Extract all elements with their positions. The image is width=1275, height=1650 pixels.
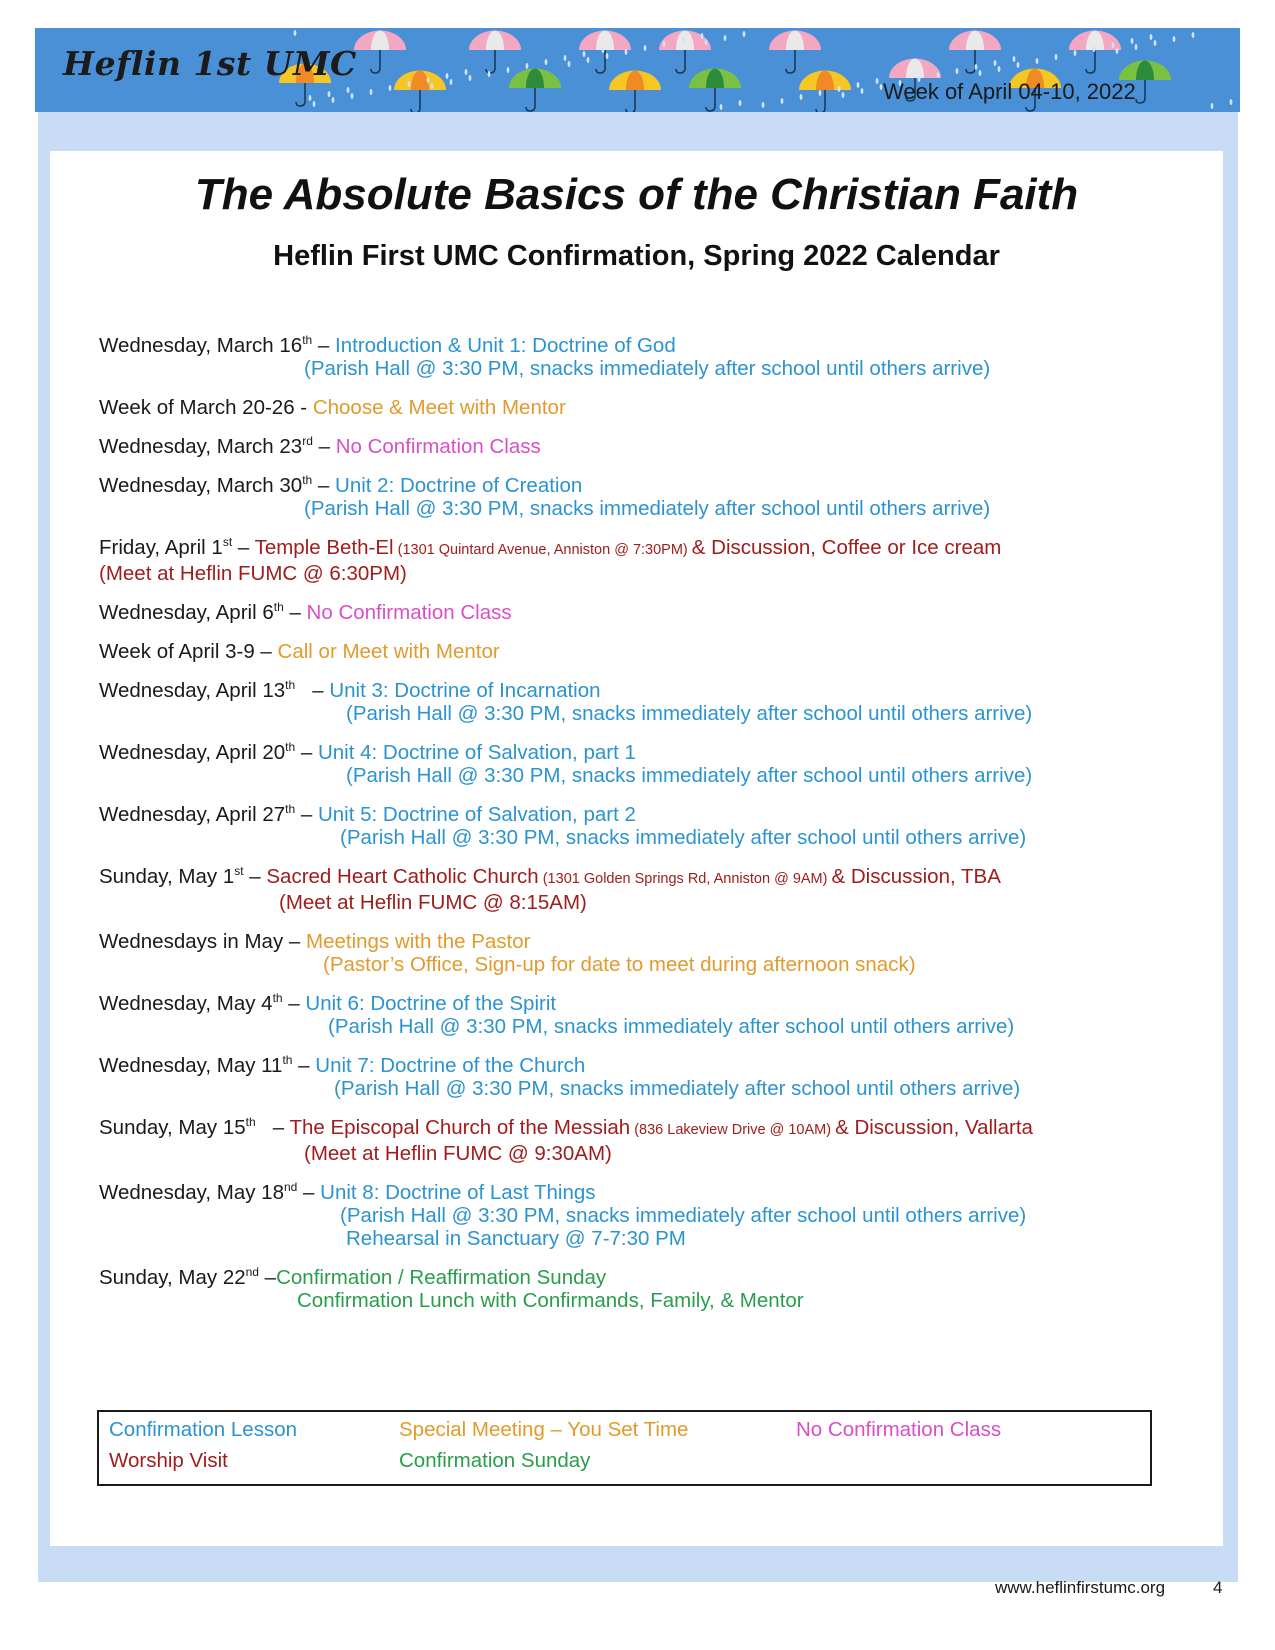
page-title: The Absolute Basics of the Christian Faith [194,170,1079,219]
entry-date: Wednesday, May 4 [99,992,273,1015]
entry-date-suffix: th [273,600,284,615]
entry-dash: – [243,865,267,888]
entry-event: Call or Meet with Mentor [277,640,500,663]
entry-dash: – [312,435,336,458]
calendar-entry [99,930,1209,976]
entry-details: & Discussion, TBA [831,865,1001,888]
entry-dash: – [282,992,306,1015]
entry-note-2: Rehearsal in Sanctuary @ 7-7:30 PM [346,1227,686,1250]
legend-worship: Worship Visit [109,1449,228,1472]
entry-date: Sunday, May 1 [99,865,235,888]
church-logo: Heflin 1st UMC [63,44,357,83]
page-subtitle: Heflin First UMC Confirmation, Spring 2022 Calendar [273,240,1000,272]
entry-dash: – [283,930,307,953]
calendar-entry [99,396,1209,419]
entry-location: (1301 Golden Springs Rd, Anniston @ 9AM) [538,871,832,887]
entry-date: Wednesday, April 6 [99,601,274,624]
entry-note: (Parish Hall @ 3:30 PM, snacks immediately after school until others arrive) [304,497,991,520]
entry-event: Unit 2: Doctrine of Creation [335,474,583,497]
entry-event: Unit 8: Doctrine of Last Things [320,1181,596,1204]
entry-event: Sacred Heart Catholic Church [266,865,539,888]
footer-url[interactable]: www.heflinfirstumc.org [995,1578,1166,1597]
entry-event: Unit 4: Doctrine of Salvation, part 1 [317,741,636,764]
calendar-entry [99,536,1209,585]
entry-note: (Parish Hall @ 3:30 PM, snacks immediately after school until others arrive) [346,702,1033,725]
entry-date-suffix: nd [245,1265,259,1280]
entry-date: Week of April 3-9 [99,640,255,663]
entry-date: Friday, April 1 [99,536,223,559]
entry-dash: – [297,1181,321,1204]
entry-event: No Confirmation Class [335,435,541,458]
calendar-entry [99,992,1209,1038]
entry-dash: – [292,1054,316,1077]
entry-date-suffix: th [285,740,296,755]
week-label: Week of April 04-10, 2022 [883,79,1136,104]
entry-note: Confirmation Lunch with Confirmands, Family, & Mentor [297,1289,804,1312]
entry-date: Sunday, May 22 [99,1266,246,1289]
entry-note: (Meet at Heflin FUMC @ 8:15AM) [279,891,587,914]
entry-event: Choose & Meet with Mentor [312,396,566,419]
entry-dash: – [255,1116,290,1139]
calendar-entry [99,679,1209,725]
entry-date: Wednesday, March 23 [99,435,303,458]
entry-event: Unit 7: Doctrine of the Church [315,1054,586,1077]
entry-dash: – [295,741,318,764]
entry-location: (836 Lakeview Drive @ 10AM) [630,1122,836,1138]
entry-event: Confirmation / Reaffirmation Sunday [276,1266,607,1289]
entry-note: (Parish Hall @ 3:30 PM, snacks immediately after school until others arrive) [346,764,1033,787]
entry-event: Unit 5: Doctrine of Salvation, part 2 [317,803,636,826]
entry-event: Temple Beth-El [254,536,394,559]
entry-dash: – [312,474,336,497]
entry-note: (Meet at Heflin FUMC @ 9:30AM) [304,1142,612,1165]
entry-date-suffix: th [272,991,283,1006]
calendar-entry [99,474,1209,520]
entry-note: (Parish Hall @ 3:30 PM, snacks immediately after school until others arrive) [340,1204,1027,1227]
entry-note: (Parish Hall @ 3:30 PM, snacks immediately after school until others arrive) [334,1077,1021,1100]
legend-lesson: Confirmation Lesson [109,1418,298,1441]
entry-details: & Discussion, Coffee or Ice cream [691,536,1002,559]
entry-date-suffix: rd [302,434,313,449]
entry-date: Wednesday, April 13 [99,679,286,702]
calendar-entry [99,1181,1209,1250]
entry-details: & Discussion, Vallarta [835,1116,1033,1139]
entry-event: Unit 6: Doctrine of the Spirit [305,992,557,1015]
entry-date-suffix: th [285,678,296,693]
entry-date: Wednesday, April 27 [99,803,286,826]
calendar-entry [99,1116,1209,1165]
legend-no-class: No Confirmation Class [796,1418,1002,1441]
color-legend [97,1410,1152,1486]
legend-sunday: Confirmation Sunday [399,1449,591,1472]
entry-dash: – [232,536,255,559]
entry-date: Wednesday, May 18 [99,1181,284,1204]
legend-special: Special Meeting – You Set Time [399,1418,689,1441]
entry-date-suffix: th [245,1115,256,1130]
entry-event: Meetings with the Pastor [306,930,531,953]
entry-date: Wednesday, May 11 [99,1054,283,1077]
entry-location: (1301 Quintard Avenue, Anniston @ 7:30PM) [393,542,692,558]
page-number: 4 [1213,1578,1223,1597]
entry-date-suffix: st [234,864,244,879]
entry-date-suffix: th [285,802,296,817]
entry-event: Unit 3: Doctrine of Incarnation [329,679,601,702]
entry-dash: – [295,679,330,702]
entry-date: Sunday, May 15 [99,1116,246,1139]
calendar-entry [99,741,1209,787]
calendar-entry [99,803,1209,849]
entry-dash: – [295,803,318,826]
entry-note: (Parish Hall @ 3:30 PM, snacks immediately after school until others arrive) [340,826,1027,849]
header-banner [35,28,1240,112]
entry-date: Wednesday, March 16 [99,334,303,357]
entry-dash: - [294,396,313,419]
calendar-entry [99,865,1209,914]
entry-date: Wednesdays in May [99,930,284,953]
entry-dash: – [312,334,336,357]
calendar-entry [99,334,1209,380]
entry-event: Introduction & Unit 1: Doctrine of God [335,334,676,357]
entry-note: (Pastor’s Office, Sign-up for date to meet during afternoon snack) [323,953,916,976]
calendar-entry [99,640,1209,663]
calendar-list [99,334,1209,1328]
entry-note: (Parish Hall @ 3:30 PM, snacks immediately after school until others arrive) [328,1015,1015,1038]
entry-note: (Meet at Heflin FUMC @ 6:30PM) [99,562,407,585]
calendar-entry [99,1266,1209,1312]
entry-event: The Episcopal Church of the Messiah [289,1116,631,1139]
entry-dash: – [254,640,278,663]
entry-date-suffix: th [302,333,313,348]
entry-date-suffix: th [282,1053,293,1068]
entry-date: Week of March 20-26 [99,396,295,419]
calendar-entry [99,1054,1209,1100]
entry-note: (Parish Hall @ 3:30 PM, snacks immediately after school until others arrive) [304,357,991,380]
entry-dash: – [258,1266,277,1289]
entry-date: Wednesday, April 20 [99,741,286,764]
calendar-entry [99,601,1209,624]
entry-date-suffix: st [222,535,233,550]
entry-date-suffix: th [302,473,313,488]
entry-dash: – [283,601,307,624]
entry-event: No Confirmation Class [306,601,512,624]
entry-date: Wednesday, March 30 [99,474,303,497]
calendar-entry [99,435,1209,458]
entry-date-suffix: nd [283,1180,298,1195]
